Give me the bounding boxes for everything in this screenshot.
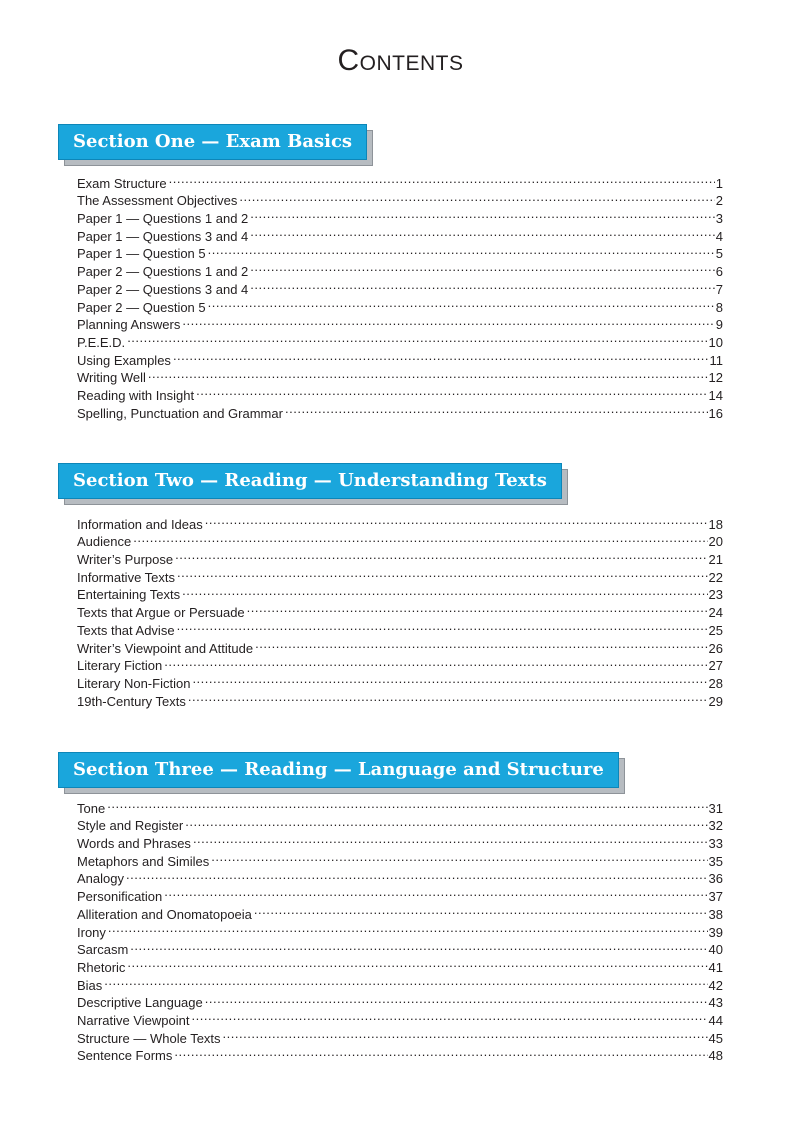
toc-entry-page-number: 9: [715, 317, 723, 333]
toc-entry-label: Paper 1 — Question 5: [77, 246, 206, 262]
toc-entry-page-number: 26: [708, 640, 723, 656]
toc-entry[interactable]: [77, 866, 723, 887]
dot-leader: [196, 382, 707, 400]
toc-entry-page-number: 20: [708, 534, 723, 550]
section-three: [58, 752, 723, 1064]
toc-entry-page-number: 33: [708, 836, 723, 852]
toc-entry-label: Planning Answers: [77, 317, 181, 333]
dot-leader: [107, 795, 707, 813]
dot-leader: [108, 919, 708, 937]
toc-list: [77, 795, 723, 1064]
dot-leader: [250, 205, 714, 223]
toc-entry-page-number: 5: [715, 246, 723, 262]
toc-entry-label: Paper 2 — Questions 1 and 2: [77, 264, 249, 280]
toc-entry[interactable]: [77, 972, 723, 993]
dot-leader: [205, 511, 708, 529]
toc-entry-label: Literary Non-Fiction: [77, 675, 191, 691]
toc-entry-page-number: 44: [708, 1012, 723, 1028]
toc-entry[interactable]: [77, 954, 723, 975]
toc-entry[interactable]: [77, 919, 723, 940]
dot-leader: [223, 1025, 708, 1043]
dot-leader: [126, 866, 708, 884]
dot-leader: [104, 972, 707, 990]
toc-entry-page-number: 24: [708, 605, 723, 621]
dot-leader: [255, 635, 707, 653]
dot-leader: [208, 294, 715, 312]
toc-entry-label: Using Examples: [77, 352, 171, 368]
toc-entry-label: Metaphors and Similes: [77, 853, 210, 869]
toc-entry-label: Narrative Viewpoint: [77, 1012, 190, 1028]
toc-entry-label: Texts that Argue or Persuade: [77, 605, 245, 621]
toc-entry-label: The Assessment Objectives: [77, 193, 238, 209]
dot-leader: [188, 688, 708, 706]
toc-entry-label: Paper 1 — Questions 3 and 4: [77, 228, 249, 244]
toc-entry-page-number: 32: [708, 818, 723, 834]
toc-entry-page-number: 18: [708, 516, 723, 532]
toc-entry-label: Personification: [77, 889, 163, 905]
toc-entry-page-number: 7: [715, 281, 723, 297]
toc-entry[interactable]: [77, 990, 723, 1011]
dot-leader: [130, 937, 707, 955]
toc-entry-page-number: 1: [715, 175, 723, 191]
toc-entry-label: Paper 2 — Questions 3 and 4: [77, 281, 249, 297]
section-heading: Section Three — Reading — Language and Structure: [58, 752, 619, 788]
dot-leader: [164, 883, 707, 901]
dot-leader: [250, 223, 714, 241]
dot-leader: [208, 241, 715, 259]
toc-entry-page-number: 35: [708, 853, 723, 869]
toc-entry[interactable]: [77, 529, 723, 550]
dot-leader: [127, 954, 707, 972]
section-banner: [58, 124, 367, 160]
toc-entry-page-number: 43: [708, 995, 723, 1011]
toc-entry-page-number: 25: [708, 622, 723, 638]
toc-entry-page-number: 48: [708, 1048, 723, 1064]
toc-entry[interactable]: [77, 937, 723, 958]
toc-entry[interactable]: [77, 901, 723, 922]
toc-entry[interactable]: [77, 170, 723, 191]
dot-leader: [133, 529, 707, 547]
toc-entry-page-number: 37: [708, 889, 723, 905]
toc-entry[interactable]: [77, 813, 723, 834]
dot-leader: [177, 564, 708, 582]
dot-leader: [254, 901, 708, 919]
toc-entry-label: Analogy: [77, 871, 124, 887]
toc-entry-page-number: 45: [708, 1030, 723, 1046]
dot-leader: [169, 170, 715, 188]
toc-entry-label: Literary Fiction: [77, 658, 163, 674]
toc-entry-page-number: 3: [715, 211, 723, 227]
toc-entry-label: Words and Phrases: [77, 836, 191, 852]
toc-entry-page-number: 23: [708, 587, 723, 603]
toc-entry-page-number: 4: [715, 228, 723, 244]
toc-entry-page-number: 8: [715, 299, 723, 315]
dot-leader: [182, 312, 714, 330]
toc-entry-label: Information and Ideas: [77, 516, 203, 532]
dot-leader: [177, 617, 708, 635]
toc-entry[interactable]: [77, 188, 723, 209]
dot-leader: [148, 365, 708, 383]
toc-entry[interactable]: [77, 382, 723, 403]
toc-list: [77, 511, 723, 709]
toc-entry-label: Audience: [77, 534, 132, 550]
toc-entry-page-number: 6: [715, 264, 723, 280]
section-one: [58, 124, 723, 421]
dot-leader: [250, 276, 714, 294]
toc-entry-page-number: 21: [708, 552, 723, 568]
toc-entry-label: Bias: [77, 977, 103, 993]
dot-leader: [285, 400, 708, 418]
toc-entry-label: Paper 1 — Questions 1 and 2: [77, 211, 249, 227]
dot-leader: [185, 813, 707, 831]
toc-entry-label: Exam Structure: [77, 175, 167, 191]
toc-entry-page-number: 10: [708, 334, 723, 350]
dot-leader: [211, 848, 707, 866]
toc-entry-page-number: 27: [708, 658, 723, 674]
dot-leader: [175, 546, 707, 564]
toc-entry[interactable]: [77, 347, 723, 368]
toc-entry[interactable]: [77, 511, 723, 532]
section-two: [58, 463, 723, 709]
toc-entry-page-number: 31: [708, 800, 723, 816]
dot-leader: [247, 599, 708, 617]
toc-entry[interactable]: [77, 883, 723, 905]
toc-entry-label: Entertaining Texts: [77, 587, 181, 603]
toc-entry-label: Texts that Advise: [77, 622, 175, 638]
toc-entry-page-number: 28: [708, 675, 723, 691]
section-banner: [58, 463, 562, 499]
page-title-text: Contents: [337, 44, 464, 77]
toc-entry-page-number: 2: [715, 193, 723, 209]
dot-leader: [191, 1007, 707, 1025]
dot-leader: [192, 670, 707, 688]
toc-entry[interactable]: [77, 1043, 723, 1064]
toc-entry-page-number: 38: [708, 906, 723, 922]
section-heading: Section Two — Reading — Understanding Texts: [58, 463, 562, 499]
toc-entry-label: Writer’s Viewpoint and Attitude: [77, 640, 254, 656]
toc-entry-page-number: 12: [708, 370, 723, 386]
page-title: [0, 44, 801, 78]
dot-leader: [239, 188, 714, 206]
dot-leader: [127, 329, 707, 347]
toc-entry[interactable]: [77, 795, 723, 816]
toc-entry-label: P.E.E.D.: [77, 334, 126, 350]
toc-entry-page-number: 29: [708, 693, 723, 709]
toc-entry-page-number: 40: [708, 942, 723, 958]
toc-entry-label: Sentence Forms: [77, 1048, 173, 1064]
dot-leader: [182, 582, 707, 600]
section-banner: [58, 752, 619, 788]
toc-entry-label: Irony: [77, 924, 106, 940]
toc-entry[interactable]: [77, 670, 723, 691]
toc-list: [77, 170, 723, 421]
toc-entry-label: Writer’s Purpose: [77, 552, 174, 568]
dot-leader: [174, 1043, 707, 1061]
dot-leader: [205, 990, 708, 1008]
toc-entry-page-number: 14: [708, 387, 723, 403]
dot-leader: [250, 258, 714, 276]
toc-entry[interactable]: [77, 546, 723, 568]
dot-leader: [193, 830, 708, 848]
toc-entry-label: Style and Register: [77, 818, 184, 834]
toc-entry-label: Alliteration and Onomatopoeia: [77, 906, 252, 922]
toc-entry[interactable]: [77, 365, 723, 386]
toc-entry-label: Informative Texts: [77, 569, 176, 585]
toc-entry[interactable]: [77, 329, 723, 350]
toc-entry-label: Rhetoric: [77, 959, 126, 975]
toc-entry-page-number: 22: [708, 569, 723, 585]
toc-entry-page-number: 16: [708, 405, 723, 421]
toc-entry-label: Paper 2 — Question 5: [77, 299, 206, 315]
toc-entry-page-number: 41: [708, 959, 723, 975]
toc-entry-page-number: 11: [709, 352, 723, 368]
toc-entry-label: Structure — Whole Texts: [77, 1030, 221, 1046]
dot-leader: [164, 653, 707, 671]
toc-entry[interactable]: [77, 653, 723, 674]
toc-entry-label: Sarcasm: [77, 942, 129, 958]
toc-entry-label: Writing Well: [77, 370, 146, 386]
toc-entry-label: Reading with Insight: [77, 387, 195, 403]
toc-entry-page-number: 36: [708, 871, 723, 887]
toc-entry-page-number: 42: [708, 977, 723, 993]
dot-leader: [173, 347, 709, 365]
section-heading: Section One — Exam Basics: [58, 124, 367, 160]
toc-entry-label: Tone: [77, 800, 106, 816]
toc-entry-label: Spelling, Punctuation and Grammar: [77, 405, 283, 421]
toc-entry-label: 19th-Century Texts: [77, 693, 186, 709]
toc-entry-page-number: 39: [708, 924, 723, 940]
toc-entry-label: Descriptive Language: [77, 995, 203, 1011]
